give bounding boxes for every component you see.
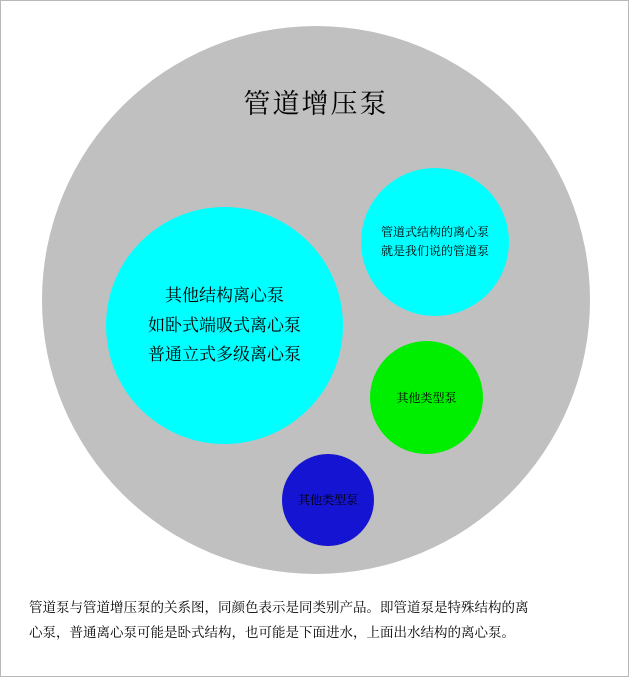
circle-other-structure-centrifugal-pump (106, 207, 343, 444)
circle-label-line-1: 其他结构离心泵 (165, 285, 284, 305)
circle-label-line-1: 其他类型泵 (396, 390, 457, 405)
circle-other-pump-type-green (370, 341, 483, 454)
circle-label-line-2: 就是我们说的管道泵 (380, 244, 489, 258)
diagram-title: 管道增压泵 (243, 89, 389, 119)
circle-pipeline-centrifugal-pump (361, 168, 509, 316)
caption-line-2: 心泵，普通离心泵可能是卧式结构，也可能是下面进水，上面出水结构的离心泵。 (29, 624, 515, 640)
circle-label-line-1: 管道式结构的离心泵 (380, 224, 489, 239)
circle-label-line-3: 普通立式多级离心泵 (148, 345, 301, 365)
diagram-caption (29, 596, 604, 646)
circle-label-line-2: 如卧式端吸式离心泵 (148, 315, 301, 335)
circle-label-line-1: 其他类型泵 (297, 493, 358, 507)
caption-line-1: 管道泵与管道增压泵的关系图，同颜色表示是同类别产品。即管道泵是特殊结构的离 (29, 600, 529, 615)
diagram-canvas (1, 1, 628, 599)
circle-other-pump-type-blue (282, 454, 374, 546)
